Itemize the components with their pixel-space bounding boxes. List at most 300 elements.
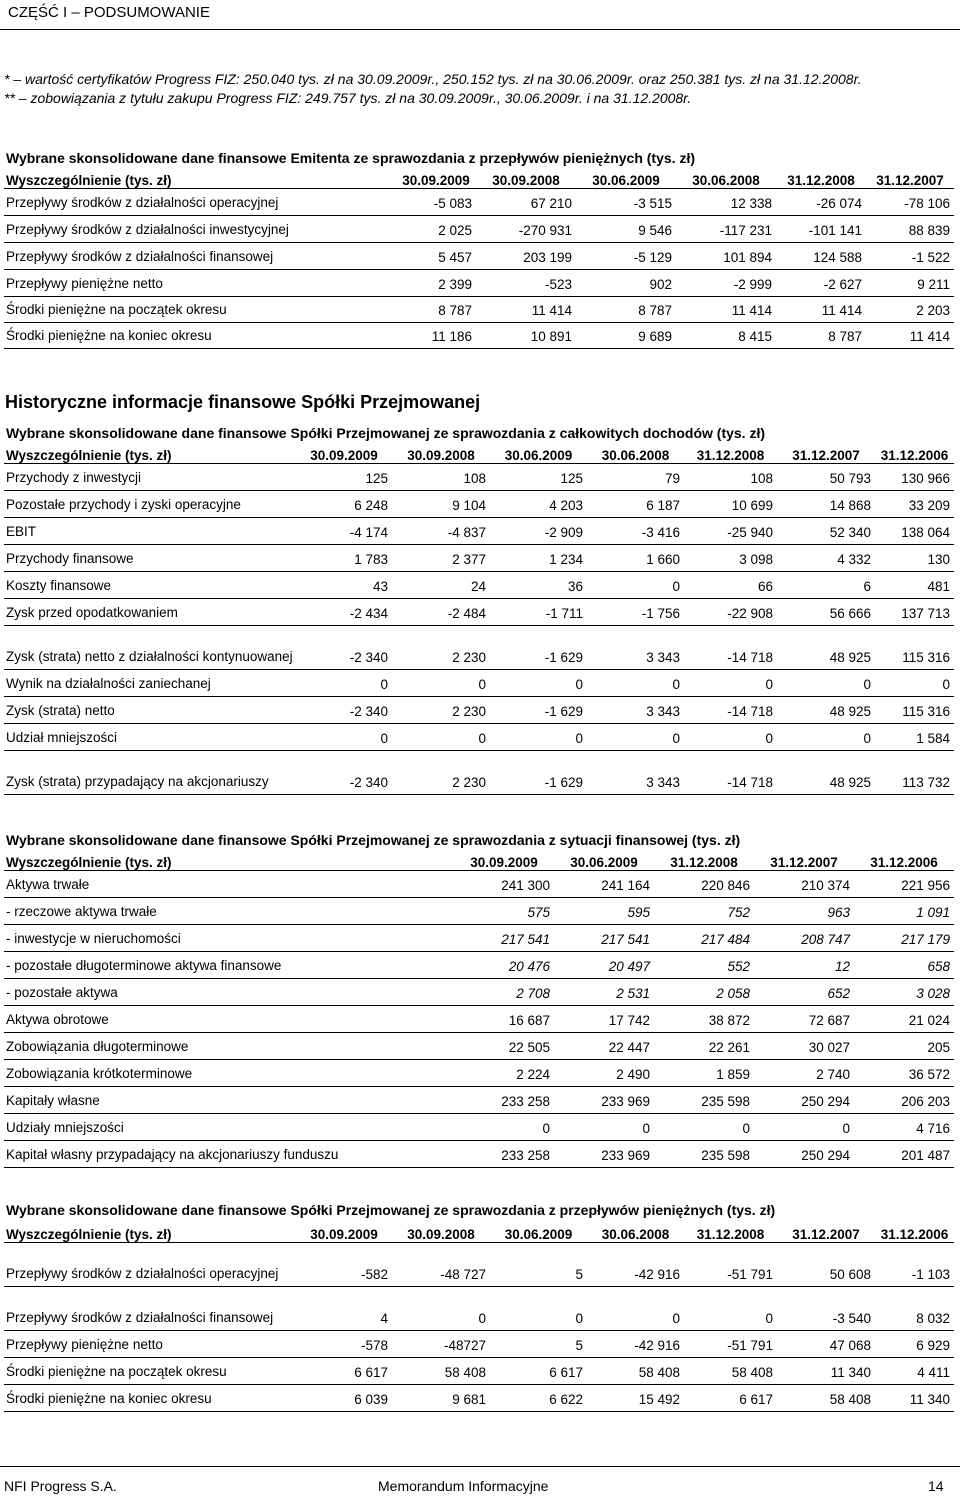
cell-value: 1 234 bbox=[490, 544, 587, 571]
footnote-liabilities: ** – zobowiązania z tytułu zakupu Progress FIZ: 249.757 tys. zł na 30.09.2009r., 30.06.2009r. i na 31.12.2008r. bbox=[4, 90, 692, 106]
cell-value: 15 492 bbox=[587, 1384, 684, 1411]
footer-document: Memorandum Informacyjne bbox=[378, 1478, 549, 1494]
cell-value: -1 629 bbox=[490, 750, 587, 794]
cell-value: 235 598 bbox=[654, 1086, 754, 1113]
table-row bbox=[4, 696, 954, 723]
cell-value: 6 617 bbox=[684, 1384, 777, 1411]
cell-value: 8 032 bbox=[875, 1286, 954, 1330]
cell-value: 0 bbox=[777, 669, 875, 696]
cell-value: 22 261 bbox=[654, 1032, 754, 1059]
cell-value: 4 332 bbox=[777, 544, 875, 571]
column-header-date: 30.09.2009 bbox=[396, 168, 476, 188]
cell-value: -5 083 bbox=[396, 188, 476, 215]
cell-value: 10 891 bbox=[476, 322, 576, 348]
cell-value: -2 434 bbox=[296, 598, 392, 625]
cell-value: -2 627 bbox=[776, 269, 866, 296]
column-header-label: Wyszczególnienie (tys. zł) bbox=[4, 1222, 296, 1242]
table-row bbox=[4, 669, 954, 696]
cell-value: -48 727 bbox=[392, 1242, 490, 1286]
cell-value: -51 791 bbox=[684, 1242, 777, 1286]
cell-value: 2 058 bbox=[654, 978, 754, 1005]
cell-value: -48727 bbox=[392, 1330, 490, 1357]
cell-value: 0 bbox=[392, 1286, 490, 1330]
table2-title: Wybrane skonsolidowane dane finansowe Spółki Przejmowanej ze sprawozdania z całkowitych dochodów (tys. zł) bbox=[6, 425, 766, 441]
cell-value: 16 687 bbox=[454, 1005, 554, 1032]
row-label: Udział mniejszości bbox=[4, 723, 296, 750]
row-label: Przepływy pieniężne netto bbox=[4, 1330, 296, 1357]
table-row bbox=[4, 750, 954, 794]
table-row bbox=[4, 517, 954, 544]
cell-value: 0 bbox=[875, 669, 954, 696]
cell-value: -117 231 bbox=[676, 215, 776, 242]
cell-value: 67 210 bbox=[476, 188, 576, 215]
row-label: Kapitały własne bbox=[4, 1086, 454, 1113]
table-row bbox=[4, 242, 954, 269]
row-label: Przepływy środków z działalności operacyjnej bbox=[4, 188, 396, 215]
row-label: Środki pieniężne na początek okresu bbox=[4, 296, 396, 322]
table-row bbox=[4, 1059, 954, 1086]
cell-value: 9 681 bbox=[392, 1384, 490, 1411]
cell-value: 11 414 bbox=[476, 296, 576, 322]
header-row bbox=[4, 850, 954, 870]
cell-value: 5 bbox=[490, 1330, 587, 1357]
table-row bbox=[4, 897, 954, 924]
cell-value: 88 839 bbox=[866, 215, 954, 242]
column-header-date: 31.12.2008 bbox=[684, 443, 777, 463]
cell-value: 0 bbox=[587, 1286, 684, 1330]
table-row bbox=[4, 625, 954, 669]
row-label: Aktywa obrotowe bbox=[4, 1005, 454, 1032]
cell-value: 752 bbox=[654, 897, 754, 924]
cell-value: 20 497 bbox=[554, 951, 654, 978]
cell-value: 2 399 bbox=[396, 269, 476, 296]
header-row bbox=[4, 1222, 954, 1242]
cell-value: 58 408 bbox=[392, 1357, 490, 1384]
row-label: Przepływy środków z działalności finansowej bbox=[4, 1286, 296, 1330]
cell-value: 50 793 bbox=[777, 463, 875, 490]
cell-value: 36 572 bbox=[854, 1059, 954, 1086]
cell-value: 48 925 bbox=[777, 625, 875, 669]
cell-value: 217 484 bbox=[654, 924, 754, 951]
cell-value: 4 716 bbox=[854, 1113, 954, 1140]
cell-value: 11 414 bbox=[676, 296, 776, 322]
row-label: - pozostałe aktywa bbox=[4, 978, 454, 1005]
row-label: Przychody z inwestycji bbox=[4, 463, 296, 490]
cell-value: 235 598 bbox=[654, 1140, 754, 1167]
cell-value: 8 787 bbox=[776, 322, 866, 348]
cell-value: -523 bbox=[476, 269, 576, 296]
cell-value: -1 103 bbox=[875, 1242, 954, 1286]
cell-value: 48 925 bbox=[777, 696, 875, 723]
column-header-date: 31.12.2006 bbox=[875, 443, 954, 463]
cell-value: 79 bbox=[587, 463, 684, 490]
cell-value: 43 bbox=[296, 571, 392, 598]
cell-value: 101 894 bbox=[676, 242, 776, 269]
column-header-date: 30.09.2009 bbox=[296, 443, 392, 463]
table-row bbox=[4, 544, 954, 571]
footnotes bbox=[4, 70, 954, 108]
cell-value: -270 931 bbox=[476, 215, 576, 242]
cell-value: -1 629 bbox=[490, 625, 587, 669]
cell-value: 2 224 bbox=[454, 1059, 554, 1086]
table-row bbox=[4, 1357, 954, 1384]
cell-value: 12 bbox=[754, 951, 854, 978]
cell-value: -582 bbox=[296, 1242, 392, 1286]
cell-value: 220 846 bbox=[654, 870, 754, 897]
cell-value: 217 541 bbox=[554, 924, 654, 951]
table-row bbox=[4, 571, 954, 598]
cell-value: 241 164 bbox=[554, 870, 654, 897]
cell-value: 1 783 bbox=[296, 544, 392, 571]
cell-value: -578 bbox=[296, 1330, 392, 1357]
cell-value: 5 457 bbox=[396, 242, 476, 269]
cell-value: 2 230 bbox=[392, 750, 490, 794]
column-header-label: Wyszczególnienie (tys. zł) bbox=[4, 443, 296, 463]
cell-value: 11 340 bbox=[875, 1384, 954, 1411]
table4-title: Wybrane skonsolidowane dane finansowe Spółki Przejmowanej ze sprawozdania z przepływów pieniężnych (tys. zł) bbox=[6, 1202, 776, 1218]
cell-value: -2 484 bbox=[392, 598, 490, 625]
footnote-certificates: * – wartość certyfikatów Progress FIZ: 250.040 tys. zł na 30.09.2009r., 250.152 tys. zł na 30.06.2009r. oraz 250.381 tys. zł na 31.12.2008r. bbox=[4, 71, 862, 87]
column-header-date: 31.12.2007 bbox=[866, 168, 954, 188]
column-header-date: 30.09.2008 bbox=[392, 1222, 490, 1242]
cell-value: 201 487 bbox=[854, 1140, 954, 1167]
cell-value: 6 187 bbox=[587, 490, 684, 517]
cell-value: 8 415 bbox=[676, 322, 776, 348]
cell-value: 0 bbox=[684, 1286, 777, 1330]
column-header-date: 30.09.2009 bbox=[454, 850, 554, 870]
cell-value: 0 bbox=[754, 1113, 854, 1140]
cell-value: 125 bbox=[296, 463, 392, 490]
footer-company: NFI Progress S.A. bbox=[4, 1478, 117, 1494]
table-row bbox=[4, 1086, 954, 1113]
cell-value: 0 bbox=[684, 669, 777, 696]
cell-value: 52 340 bbox=[777, 517, 875, 544]
row-label: Przychody finansowe bbox=[4, 544, 296, 571]
table-row bbox=[4, 188, 954, 215]
cell-value: 56 666 bbox=[777, 598, 875, 625]
cell-value: 0 bbox=[296, 723, 392, 750]
cell-value: 0 bbox=[777, 723, 875, 750]
cell-value: -2 909 bbox=[490, 517, 587, 544]
cell-value: 14 868 bbox=[777, 490, 875, 517]
column-header-date: 30.09.2008 bbox=[392, 443, 490, 463]
cell-value: 9 689 bbox=[576, 322, 676, 348]
column-header-label: Wyszczególnienie (tys. zł) bbox=[4, 168, 396, 188]
table-row bbox=[4, 322, 954, 348]
cell-value: -1 711 bbox=[490, 598, 587, 625]
column-header-date: 31.12.2006 bbox=[854, 850, 954, 870]
cell-value: 72 687 bbox=[754, 1005, 854, 1032]
row-label: Przepływy środków z działalności inwestycyjnej bbox=[4, 215, 396, 242]
row-label: Udziały mniejszości bbox=[4, 1113, 454, 1140]
cell-value: -101 141 bbox=[776, 215, 866, 242]
cell-value: 38 872 bbox=[654, 1005, 754, 1032]
cell-value: 3 343 bbox=[587, 625, 684, 669]
cell-value: 22 447 bbox=[554, 1032, 654, 1059]
cell-value: 10 699 bbox=[684, 490, 777, 517]
cell-value: 250 294 bbox=[754, 1140, 854, 1167]
cell-value: 0 bbox=[392, 669, 490, 696]
table-row bbox=[4, 1140, 954, 1167]
row-label: Pozostałe przychody i zyski operacyjne bbox=[4, 490, 296, 517]
table-row bbox=[4, 1286, 954, 1330]
cell-value: -1 522 bbox=[866, 242, 954, 269]
row-label: Przepływy pieniężne netto bbox=[4, 269, 396, 296]
cell-value: 47 068 bbox=[777, 1330, 875, 1357]
cell-value: 3 028 bbox=[854, 978, 954, 1005]
cell-value: -1 629 bbox=[490, 696, 587, 723]
cell-value: -14 718 bbox=[684, 696, 777, 723]
cell-value: 9 546 bbox=[576, 215, 676, 242]
row-label: Przepływy środków z działalności operacyjnej bbox=[4, 1242, 296, 1286]
column-header-date: 31.12.2008 bbox=[684, 1222, 777, 1242]
cell-value: 138 064 bbox=[875, 517, 954, 544]
table-row bbox=[4, 1113, 954, 1140]
cell-value: 0 bbox=[490, 723, 587, 750]
cell-value: 217 541 bbox=[454, 924, 554, 951]
cell-value: 6 929 bbox=[875, 1330, 954, 1357]
cell-value: 8 787 bbox=[576, 296, 676, 322]
section-heading: CZĘŚĆ I – PODSUMOWANIE bbox=[8, 4, 210, 21]
cell-value: 115 316 bbox=[875, 696, 954, 723]
cell-value: -78 106 bbox=[866, 188, 954, 215]
cell-value: 22 505 bbox=[454, 1032, 554, 1059]
cell-value: 58 408 bbox=[684, 1357, 777, 1384]
cell-value: 11 340 bbox=[777, 1357, 875, 1384]
cell-value: 481 bbox=[875, 571, 954, 598]
cell-value: 11 414 bbox=[866, 322, 954, 348]
cell-value: 20 476 bbox=[454, 951, 554, 978]
cell-value: 233 258 bbox=[454, 1140, 554, 1167]
income-statement-table bbox=[4, 443, 954, 795]
cell-value: 6 617 bbox=[296, 1357, 392, 1384]
cell-value: 0 bbox=[454, 1113, 554, 1140]
cell-value: -42 916 bbox=[587, 1242, 684, 1286]
cell-value: 36 bbox=[490, 571, 587, 598]
table-row bbox=[4, 924, 954, 951]
cell-value: 233 969 bbox=[554, 1086, 654, 1113]
cell-value: 21 024 bbox=[854, 1005, 954, 1032]
cell-value: 0 bbox=[554, 1113, 654, 1140]
cell-value: 58 408 bbox=[587, 1357, 684, 1384]
row-label: Zysk przed opodatkowaniem bbox=[4, 598, 296, 625]
cell-value: -3 515 bbox=[576, 188, 676, 215]
cell-value: 66 bbox=[684, 571, 777, 598]
cell-value: 1 584 bbox=[875, 723, 954, 750]
cell-value: 0 bbox=[392, 723, 490, 750]
column-header-date: 30.06.2009 bbox=[490, 443, 587, 463]
column-header-date: 30.06.2009 bbox=[554, 850, 654, 870]
table3-title: Wybrane skonsolidowane dane finansowe Spółki Przejmowanej ze sprawozdania z sytuacji finansowej (tys. zł) bbox=[6, 832, 741, 848]
cell-value: -25 940 bbox=[684, 517, 777, 544]
cell-value: 233 258 bbox=[454, 1086, 554, 1113]
table-row bbox=[4, 490, 954, 517]
cell-value: 48 925 bbox=[777, 750, 875, 794]
financial-position-table bbox=[4, 850, 954, 1168]
cell-value: 58 408 bbox=[777, 1384, 875, 1411]
cell-value: 0 bbox=[654, 1113, 754, 1140]
column-header-date: 31.12.2008 bbox=[654, 850, 754, 870]
cell-value: 233 969 bbox=[554, 1140, 654, 1167]
cell-value: 30 027 bbox=[754, 1032, 854, 1059]
cell-value: 130 966 bbox=[875, 463, 954, 490]
table-row bbox=[4, 870, 954, 897]
cell-value: 24 bbox=[392, 571, 490, 598]
cell-value: 6 bbox=[777, 571, 875, 598]
row-label: Zobowiązania krótkoterminowe bbox=[4, 1059, 454, 1086]
cell-value: 0 bbox=[587, 723, 684, 750]
cell-value: 2 230 bbox=[392, 625, 490, 669]
table-row bbox=[4, 978, 954, 1005]
cell-value: 108 bbox=[684, 463, 777, 490]
column-header-date: 30.06.2008 bbox=[587, 1222, 684, 1242]
cell-value: -2 340 bbox=[296, 696, 392, 723]
cell-value: 206 203 bbox=[854, 1086, 954, 1113]
cell-value: -2 340 bbox=[296, 625, 392, 669]
cell-value: 124 588 bbox=[776, 242, 866, 269]
table1-title: Wybrane skonsolidowane dane finansowe Emitenta ze sprawozdania z przepływów pieniężnych (tys. zł) bbox=[6, 150, 696, 166]
cell-value: 6 622 bbox=[490, 1384, 587, 1411]
column-header-date: 31.12.2006 bbox=[875, 1222, 954, 1242]
issuer-cashflow-table bbox=[4, 168, 954, 349]
cell-value: 2 377 bbox=[392, 544, 490, 571]
cell-value: 113 732 bbox=[875, 750, 954, 794]
cell-value: -5 129 bbox=[576, 242, 676, 269]
table-row bbox=[4, 723, 954, 750]
footer-divider bbox=[0, 1466, 960, 1467]
column-header-date: 31.12.2008 bbox=[776, 168, 866, 188]
cell-value: -14 718 bbox=[684, 625, 777, 669]
cell-value: 9 211 bbox=[866, 269, 954, 296]
table-row bbox=[4, 1330, 954, 1357]
row-label: Aktywa trwałe bbox=[4, 870, 454, 897]
cell-value: 33 209 bbox=[875, 490, 954, 517]
cell-value: -26 074 bbox=[776, 188, 866, 215]
column-header-date: 30.09.2008 bbox=[476, 168, 576, 188]
row-label: - pozostałe długoterminowe aktywa finansowe bbox=[4, 951, 454, 978]
row-label: EBIT bbox=[4, 517, 296, 544]
cell-value: 652 bbox=[754, 978, 854, 1005]
table-row bbox=[4, 215, 954, 242]
acquired-cashflow-table bbox=[4, 1222, 954, 1412]
row-label: Kapitał własny przypadający na akcjonariuszy funduszu bbox=[4, 1140, 454, 1167]
cell-value: 902 bbox=[576, 269, 676, 296]
cell-value: 2 230 bbox=[392, 696, 490, 723]
cell-value: 0 bbox=[296, 669, 392, 696]
cell-value: 6 617 bbox=[490, 1357, 587, 1384]
row-label: Środki pieniężne na początek okresu bbox=[4, 1357, 296, 1384]
cell-value: 0 bbox=[490, 669, 587, 696]
row-label: Przepływy środków z działalności finansowej bbox=[4, 242, 396, 269]
cell-value: 4 203 bbox=[490, 490, 587, 517]
cell-value: 552 bbox=[654, 951, 754, 978]
table-row bbox=[4, 463, 954, 490]
row-label: Środki pieniężne na koniec okresu bbox=[4, 1384, 296, 1411]
cell-value: 3 343 bbox=[587, 696, 684, 723]
column-header-date: 31.12.2007 bbox=[777, 443, 875, 463]
table-row bbox=[4, 951, 954, 978]
cell-value: 208 747 bbox=[754, 924, 854, 951]
cell-value: -4 837 bbox=[392, 517, 490, 544]
cell-value: 5 bbox=[490, 1242, 587, 1286]
cell-value: 0 bbox=[587, 571, 684, 598]
cell-value: -22 908 bbox=[684, 598, 777, 625]
cell-value: 250 294 bbox=[754, 1086, 854, 1113]
cell-value: 0 bbox=[490, 1286, 587, 1330]
cell-value: 125 bbox=[490, 463, 587, 490]
table-row bbox=[4, 269, 954, 296]
cell-value: -2 340 bbox=[296, 750, 392, 794]
cell-value: -42 916 bbox=[587, 1330, 684, 1357]
cell-value: 0 bbox=[684, 723, 777, 750]
table-row bbox=[4, 1242, 954, 1286]
cell-value: 205 bbox=[854, 1032, 954, 1059]
table-row bbox=[4, 598, 954, 625]
cell-value: 0 bbox=[587, 669, 684, 696]
cell-value: 595 bbox=[554, 897, 654, 924]
cell-value: 575 bbox=[454, 897, 554, 924]
table-row bbox=[4, 1005, 954, 1032]
cell-value: 108 bbox=[392, 463, 490, 490]
cell-value: 4 bbox=[296, 1286, 392, 1330]
cell-value: 6 248 bbox=[296, 490, 392, 517]
cell-value: -14 718 bbox=[684, 750, 777, 794]
column-header-date: 30.06.2008 bbox=[676, 168, 776, 188]
column-header-date: 30.09.2009 bbox=[296, 1222, 392, 1242]
cell-value: 137 713 bbox=[875, 598, 954, 625]
cell-value: 9 104 bbox=[392, 490, 490, 517]
table-row bbox=[4, 1384, 954, 1411]
cell-value: 2 490 bbox=[554, 1059, 654, 1086]
cell-value: 11 414 bbox=[776, 296, 866, 322]
historical-info-title: Historyczne informacje finansowe Spółki Przejmowanej bbox=[5, 392, 481, 412]
column-header-date: 30.06.2008 bbox=[587, 443, 684, 463]
cell-value: 2 531 bbox=[554, 978, 654, 1005]
page-number: 14 bbox=[928, 1478, 944, 1494]
cell-value: 1 660 bbox=[587, 544, 684, 571]
column-header-date: 31.12.2007 bbox=[754, 850, 854, 870]
cell-value: 130 bbox=[875, 544, 954, 571]
cell-value: 241 300 bbox=[454, 870, 554, 897]
cell-value: 2 203 bbox=[866, 296, 954, 322]
cell-value: 3 098 bbox=[684, 544, 777, 571]
cell-value: 8 787 bbox=[396, 296, 476, 322]
header-row bbox=[4, 443, 954, 463]
header-divider bbox=[0, 29, 960, 30]
cell-value: 963 bbox=[754, 897, 854, 924]
cell-value: -2 999 bbox=[676, 269, 776, 296]
table-row bbox=[4, 1032, 954, 1059]
cell-value: 12 338 bbox=[676, 188, 776, 215]
cell-value: -4 174 bbox=[296, 517, 392, 544]
cell-value: 17 742 bbox=[554, 1005, 654, 1032]
table-row bbox=[4, 296, 954, 322]
header-row bbox=[4, 168, 954, 188]
row-label: - rzeczowe aktywa trwałe bbox=[4, 897, 454, 924]
cell-value: 1 859 bbox=[654, 1059, 754, 1086]
column-header-label: Wyszczególnienie (tys. zł) bbox=[4, 850, 454, 870]
cell-value: -3 416 bbox=[587, 517, 684, 544]
cell-value: 2 740 bbox=[754, 1059, 854, 1086]
cell-value: 210 374 bbox=[754, 870, 854, 897]
column-header-date: 30.06.2009 bbox=[576, 168, 676, 188]
cell-value: 1 091 bbox=[854, 897, 954, 924]
column-header-date: 30.06.2009 bbox=[490, 1222, 587, 1242]
row-label: Wynik na działalności zaniechanej bbox=[4, 669, 296, 696]
cell-value: 50 608 bbox=[777, 1242, 875, 1286]
cell-value: 2 025 bbox=[396, 215, 476, 242]
cell-value: 6 039 bbox=[296, 1384, 392, 1411]
